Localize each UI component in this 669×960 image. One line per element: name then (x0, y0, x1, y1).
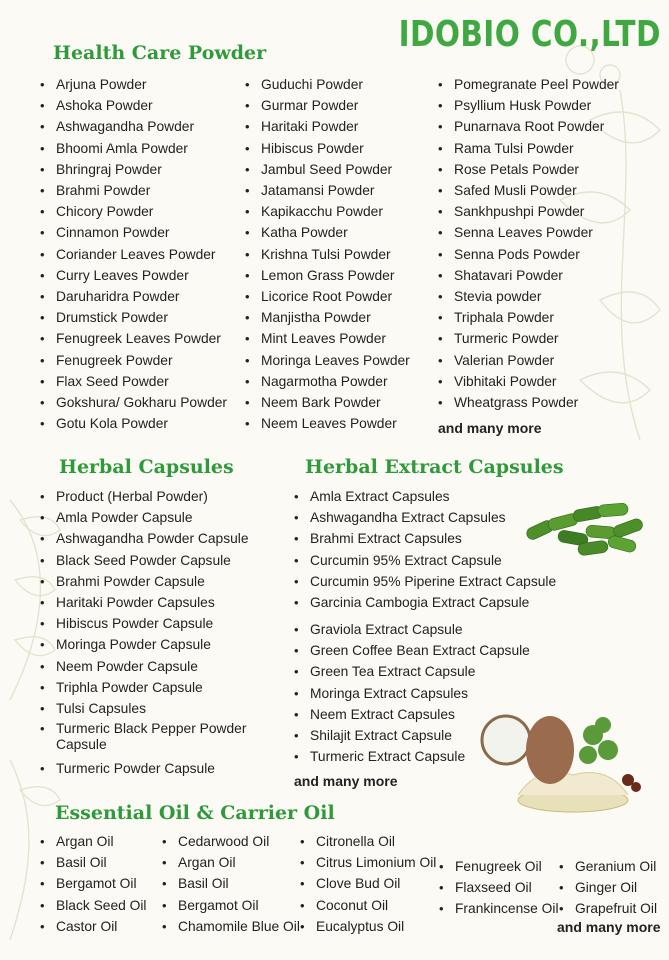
list-item: • Bergamot Oil (162, 895, 300, 916)
herbal-splash-image (478, 705, 648, 820)
list-item: • Hibiscus Powder Capsule (40, 613, 260, 634)
list-item: • Black Seed Oil (40, 895, 147, 916)
list-item: • Bhoomi Amla Powder (40, 138, 227, 159)
list-item: • Mint Leaves Powder (245, 328, 410, 349)
list-item: • Stevia powder (438, 286, 619, 307)
list-item: • Shilajit Extract Capsule (294, 725, 530, 746)
list-item: • Ashwagandha Powder Capsule (40, 528, 260, 549)
list-item: • Ashwagandha Powder (40, 116, 227, 137)
list-item: • Rama Tulsi Powder (438, 138, 619, 159)
list-item: • Pomegranate Peel Powder (438, 74, 619, 95)
list-item: • Licorice Root Powder (245, 286, 410, 307)
list-item: • Turmeric Extract Capsule (294, 746, 530, 767)
list-item: • Senna Leaves Powder (438, 222, 619, 243)
list-item: • Turmeric Powder Capsule (40, 758, 260, 779)
list-item: • Guduchi Powder (245, 74, 410, 95)
list-item: • Eucalyptus Oil (300, 916, 436, 937)
list-item: • Turmeric Black Pepper Powder Capsule (40, 721, 260, 753)
health-care-col1 (40, 74, 227, 434)
list-item: • Triphala Powder (438, 307, 619, 328)
list-item: • Shatavari Powder (438, 265, 619, 286)
list-item: • Kapikacchu Powder (245, 201, 410, 222)
list-item: • Valerian Powder (438, 350, 619, 371)
list-item: • Curcumin 95% Piperine Extract Capsule (294, 571, 556, 592)
extract-capsules-group1 (294, 486, 556, 613)
list-item: • Black Seed Powder Capsule (40, 550, 260, 571)
list-item: • Coconut Oil (300, 895, 436, 916)
oils-col4 (439, 856, 559, 920)
list-item: • Fenugreek Powder (40, 350, 227, 371)
list-item: • Safed Musli Powder (438, 180, 619, 201)
list-item: • Clove Bud Oil (300, 873, 436, 894)
oils-col2 (162, 831, 300, 937)
list-item: • Neem Extract Capsules (294, 704, 530, 725)
list-item: • Grapefruit Oil (559, 898, 657, 919)
herbal-capsules-title: Herbal Capsules (59, 456, 234, 478)
list-item: • Tulsi Capsules (40, 698, 260, 719)
list-item: • Flaxseed Oil (439, 877, 559, 898)
health-care-title: Health Care Powder (53, 42, 267, 64)
list-item: • Moringa Leaves Powder (245, 350, 410, 371)
health-care-more: and many more (438, 420, 542, 436)
list-item: • Haritaki Powder (245, 116, 410, 137)
list-item: • Argan Oil (40, 831, 147, 852)
list-item: • Neem Powder Capsule (40, 656, 260, 677)
list-item: • Triphla Powder Capsule (40, 677, 260, 698)
oils-title: Essential Oil & Carrier Oil (55, 802, 335, 824)
company-logo: IDOBIO CO.,LTD (398, 14, 661, 55)
list-item: • Frankincense Oil (439, 898, 559, 919)
list-item: • Haritaki Powder Capsules (40, 592, 260, 613)
oils-col3 (300, 831, 436, 937)
list-item: • Garcinia Cambogia Extract Capsule (294, 592, 556, 613)
oils-col1 (40, 831, 147, 937)
list-item: • Nagarmotha Powder (245, 371, 410, 392)
list-item: • Brahmi Powder Capsule (40, 571, 260, 592)
list-item: • Bergamot Oil (40, 873, 147, 894)
list-item: • Gokshura/ Gokharu Powder (40, 392, 227, 413)
list-item: • Ginger Oil (559, 877, 657, 898)
list-item: • Product (Herbal Powder) (40, 486, 260, 507)
list-item: • Cinnamon Powder (40, 222, 227, 243)
list-item: • Fenugreek Leaves Powder (40, 328, 227, 349)
list-item: • Fenugreek Oil (439, 856, 559, 877)
list-item: • Argan Oil (162, 852, 300, 873)
list-item: • Curcumin 95% Extract Capsule (294, 550, 556, 571)
list-item: • Brahmi Powder (40, 180, 227, 201)
list-item: • Hibiscus Powder (245, 138, 410, 159)
oils-more: and many more (557, 919, 661, 935)
list-item: • Punarnava Root Powder (438, 116, 619, 137)
list-item: • Senna Pods Powder (438, 244, 619, 265)
list-item: • Castor Oil (40, 916, 147, 937)
list-item: • Basil Oil (162, 873, 300, 894)
list-item: • Jatamansi Powder (245, 180, 410, 201)
list-item: • Basil Oil (40, 852, 147, 873)
list-item: • Arjuna Powder (40, 74, 227, 95)
list-item: • Geranium Oil (559, 856, 657, 877)
list-item: • Citrus Limonium Oil (300, 852, 436, 873)
list-item: • Daruharidra Powder (40, 286, 227, 307)
list-item: • Green Coffee Bean Extract Capsule (294, 640, 530, 661)
herbal-capsules-list (40, 486, 260, 779)
extract-capsules-title: Herbal Extract Capsules (305, 456, 564, 478)
list-item: • Gurmar Powder (245, 95, 410, 116)
extract-capsules-more: and many more (294, 773, 398, 789)
oils-col5 (559, 856, 657, 920)
list-item: • Vibhitaki Powder (438, 371, 619, 392)
list-item: • Sankhpushpi Powder (438, 201, 619, 222)
health-care-col2 (245, 74, 410, 434)
green-capsules-image (518, 494, 653, 564)
list-item: • Katha Powder (245, 222, 410, 243)
list-item: • Bhringraj Powder (40, 159, 227, 180)
list-item: • Brahmi Extract Capsules (294, 528, 556, 549)
list-item: • Lemon Grass Powder (245, 265, 410, 286)
list-item: • Amla Powder Capsule (40, 507, 260, 528)
list-item: • Moringa Extract Capsules (294, 683, 530, 704)
list-item: • Neem Leaves Powder (245, 413, 410, 434)
list-item: • Coriander Leaves Powder (40, 244, 227, 265)
list-item: • Krishna Tulsi Powder (245, 244, 410, 265)
list-item: • Psyllium Husk Powder (438, 95, 619, 116)
health-care-col3 (438, 74, 619, 413)
list-item: • Ashwagandha Extract Capsules (294, 507, 556, 528)
list-item: • Cedarwood Oil (162, 831, 300, 852)
list-item: • Jambul Seed Powder (245, 159, 410, 180)
list-item: • Citronella Oil (300, 831, 436, 852)
list-item: • Manjistha Powder (245, 307, 410, 328)
list-item: • Turmeric Powder (438, 328, 619, 349)
list-item: • Rose Petals Powder (438, 159, 619, 180)
list-item: • Wheatgrass Powder (438, 392, 619, 413)
list-item: • Moringa Powder Capsule (40, 634, 260, 655)
list-item: • Neem Bark Powder (245, 392, 410, 413)
list-item: • Chamomile Blue Oil (162, 916, 300, 937)
list-item: • Ashoka Powder (40, 95, 227, 116)
list-item: • Green Tea Extract Capsule (294, 661, 530, 682)
list-item: • Graviola Extract Capsule (294, 619, 530, 640)
list-item: • Drumstick Powder (40, 307, 227, 328)
list-item: • Flax Seed Powder (40, 371, 227, 392)
list-item: • Curry Leaves Powder (40, 265, 227, 286)
list-item: • Gotu Kola Powder (40, 413, 227, 434)
list-item: • Chicory Powder (40, 201, 227, 222)
list-item: • Amla Extract Capsules (294, 486, 556, 507)
